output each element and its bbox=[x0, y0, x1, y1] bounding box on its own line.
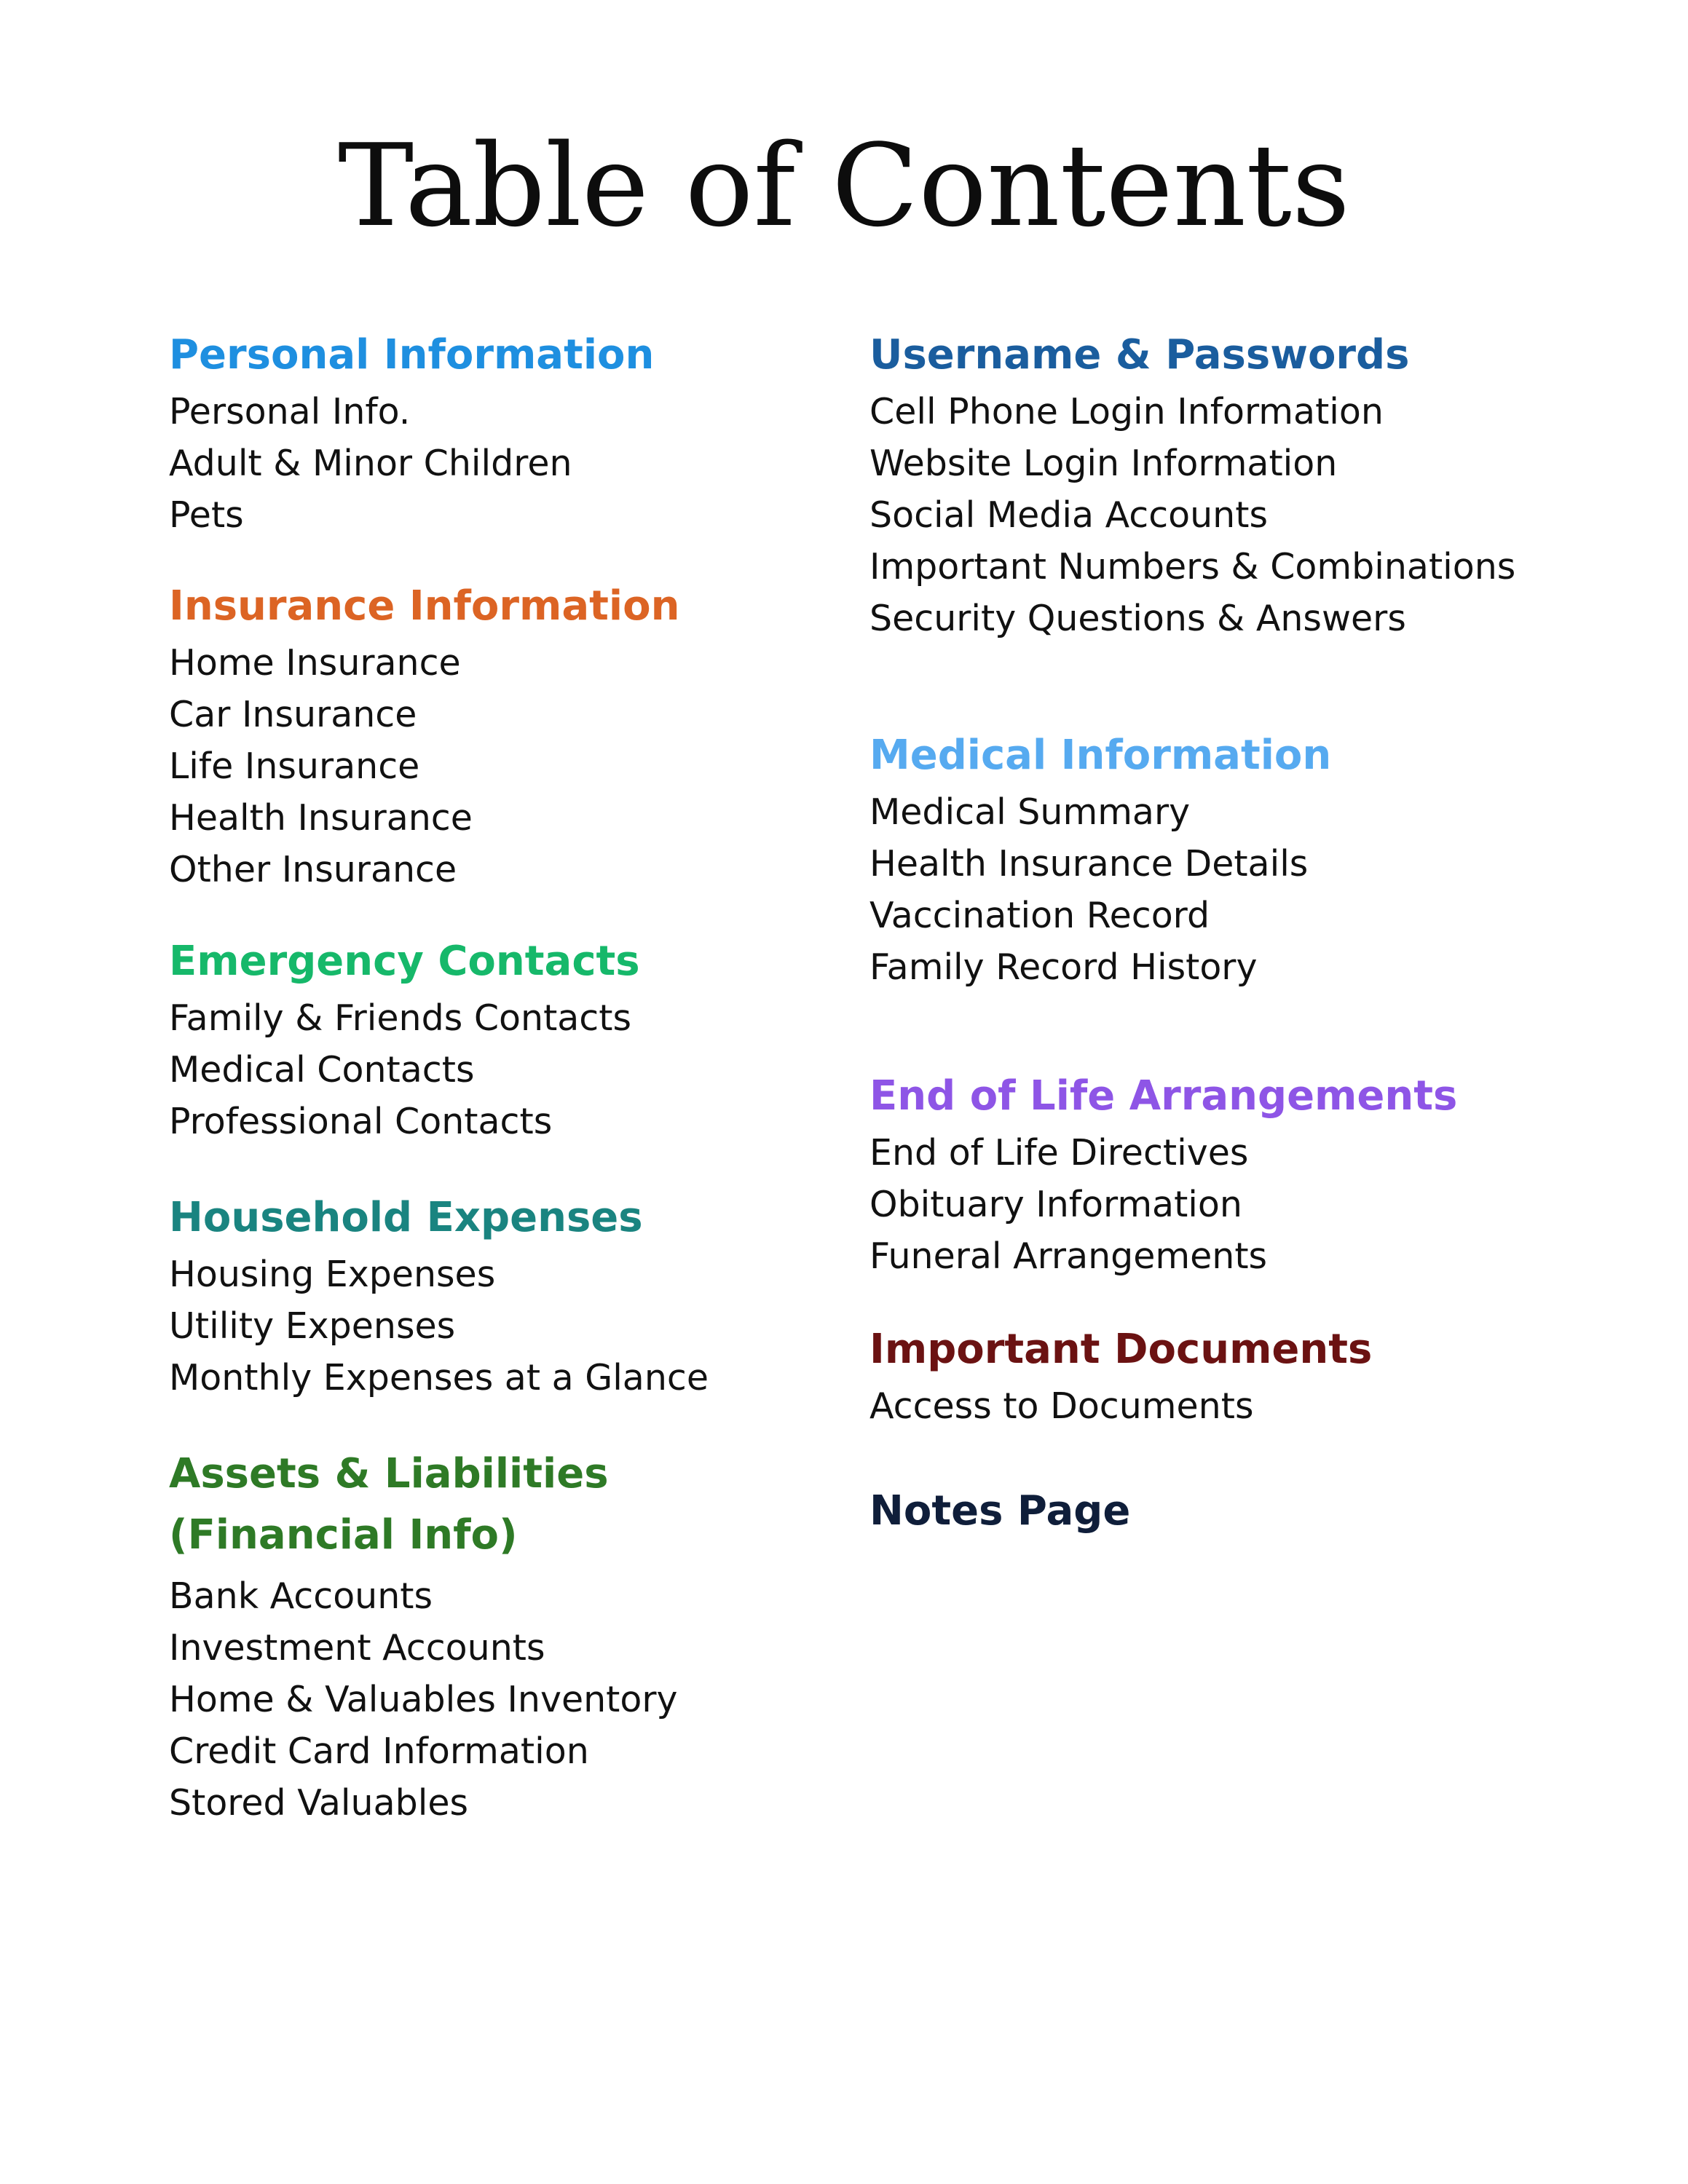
section-heading-emergency-contacts: Emergency Contacts bbox=[169, 938, 640, 985]
toc-item-utility-expenses: Utility Expenses bbox=[169, 1305, 456, 1347]
toc-item-stored-valuables: Stored Valuables bbox=[169, 1782, 469, 1824]
section-personal-information bbox=[169, 325, 890, 541]
toc-item-obituary-information: Obituary Information bbox=[869, 1184, 1242, 1225]
toc-item-home-insurance: Home Insurance bbox=[169, 642, 461, 684]
section-heading-insurance-information: Insurance Information bbox=[169, 582, 680, 630]
section-household-expenses bbox=[169, 1187, 890, 1404]
section-items bbox=[169, 386, 890, 541]
section-items bbox=[869, 1380, 1671, 1432]
section-heading-household-expenses: Household Expenses bbox=[169, 1194, 643, 1241]
toc-item-health-insurance: Health Insurance bbox=[169, 797, 473, 839]
section-assets-liabilities bbox=[169, 1444, 890, 1829]
section-heading-username-passwords: Username & Passwords bbox=[869, 331, 1410, 379]
section-items bbox=[169, 992, 890, 1147]
toc-item-medical-contacts: Medical Contacts bbox=[169, 1049, 475, 1091]
toc-item-website-login: Website Login Information bbox=[869, 443, 1338, 484]
toc-item-important-numbers: Important Numbers & Combinations bbox=[869, 546, 1516, 587]
toc-item-bank-accounts: Bank Accounts bbox=[169, 1575, 433, 1617]
toc-item-access-to-documents: Access to Documents bbox=[869, 1385, 1254, 1427]
toc-item-adult-minor-children: Adult & Minor Children bbox=[169, 443, 572, 484]
section-notes-page bbox=[869, 1481, 1671, 1542]
toc-item-security-questions: Security Questions & Answers bbox=[869, 598, 1406, 639]
page-title: Table of Contents bbox=[338, 119, 1350, 252]
section-heading-important-documents: Important Documents bbox=[869, 1326, 1373, 1373]
toc-item-other-insurance: Other Insurance bbox=[169, 849, 457, 890]
section-medical-information bbox=[869, 725, 1671, 993]
toc-item-family-record-history: Family Record History bbox=[869, 946, 1258, 988]
section-heading-line-2: (Financial Info) bbox=[169, 1511, 518, 1559]
section-insurance-information bbox=[169, 576, 890, 895]
toc-item-cell-phone-login: Cell Phone Login Information bbox=[869, 391, 1384, 432]
toc-item-personal-info: Personal Info. bbox=[169, 391, 411, 432]
section-items bbox=[169, 637, 890, 895]
section-items bbox=[869, 1127, 1671, 1282]
toc-item-car-insurance: Car Insurance bbox=[169, 694, 417, 735]
toc-item-home-valuables-inventory: Home & Valuables Inventory bbox=[169, 1679, 678, 1720]
toc-item-pets: Pets bbox=[169, 494, 244, 536]
toc-item-investment-accounts: Investment Accounts bbox=[169, 1627, 545, 1669]
toc-item-life-insurance: Life Insurance bbox=[169, 745, 420, 787]
toc-item-health-insurance-details: Health Insurance Details bbox=[869, 843, 1309, 885]
toc-item-credit-card-information: Credit Card Information bbox=[169, 1730, 589, 1772]
section-items bbox=[869, 386, 1671, 644]
toc-item-family-friends-contacts: Family & Friends Contacts bbox=[169, 997, 631, 1039]
toc-item-social-media-accounts: Social Media Accounts bbox=[869, 494, 1268, 536]
section-items bbox=[869, 786, 1671, 993]
section-heading-notes-page: Notes Page bbox=[869, 1487, 1131, 1535]
section-items bbox=[169, 1570, 890, 1829]
section-heading-line-1: Assets & Liabilities bbox=[169, 1450, 609, 1497]
toc-item-vaccination-record: Vaccination Record bbox=[869, 895, 1210, 936]
section-username-passwords bbox=[869, 325, 1671, 644]
toc-item-funeral-arrangements: Funeral Arrangements bbox=[869, 1235, 1268, 1277]
section-end-of-life-arrangements bbox=[869, 1066, 1671, 1282]
toc-item-professional-contacts: Professional Contacts bbox=[169, 1101, 553, 1142]
section-items bbox=[169, 1249, 890, 1404]
toc-item-housing-expenses: Housing Expenses bbox=[169, 1254, 496, 1295]
toc-item-end-of-life-directives: End of Life Directives bbox=[869, 1132, 1249, 1174]
section-emergency-contacts bbox=[169, 931, 890, 1147]
section-heading-personal-information: Personal Information bbox=[169, 331, 655, 379]
section-heading-assets-liabilities bbox=[169, 1444, 890, 1566]
toc-item-monthly-expenses: Monthly Expenses at a Glance bbox=[169, 1357, 709, 1398]
section-heading-medical-information: Medical Information bbox=[869, 732, 1332, 779]
section-important-documents bbox=[869, 1319, 1671, 1432]
section-heading-end-of-life: End of Life Arrangements bbox=[869, 1072, 1458, 1120]
toc-item-medical-summary: Medical Summary bbox=[869, 791, 1191, 833]
